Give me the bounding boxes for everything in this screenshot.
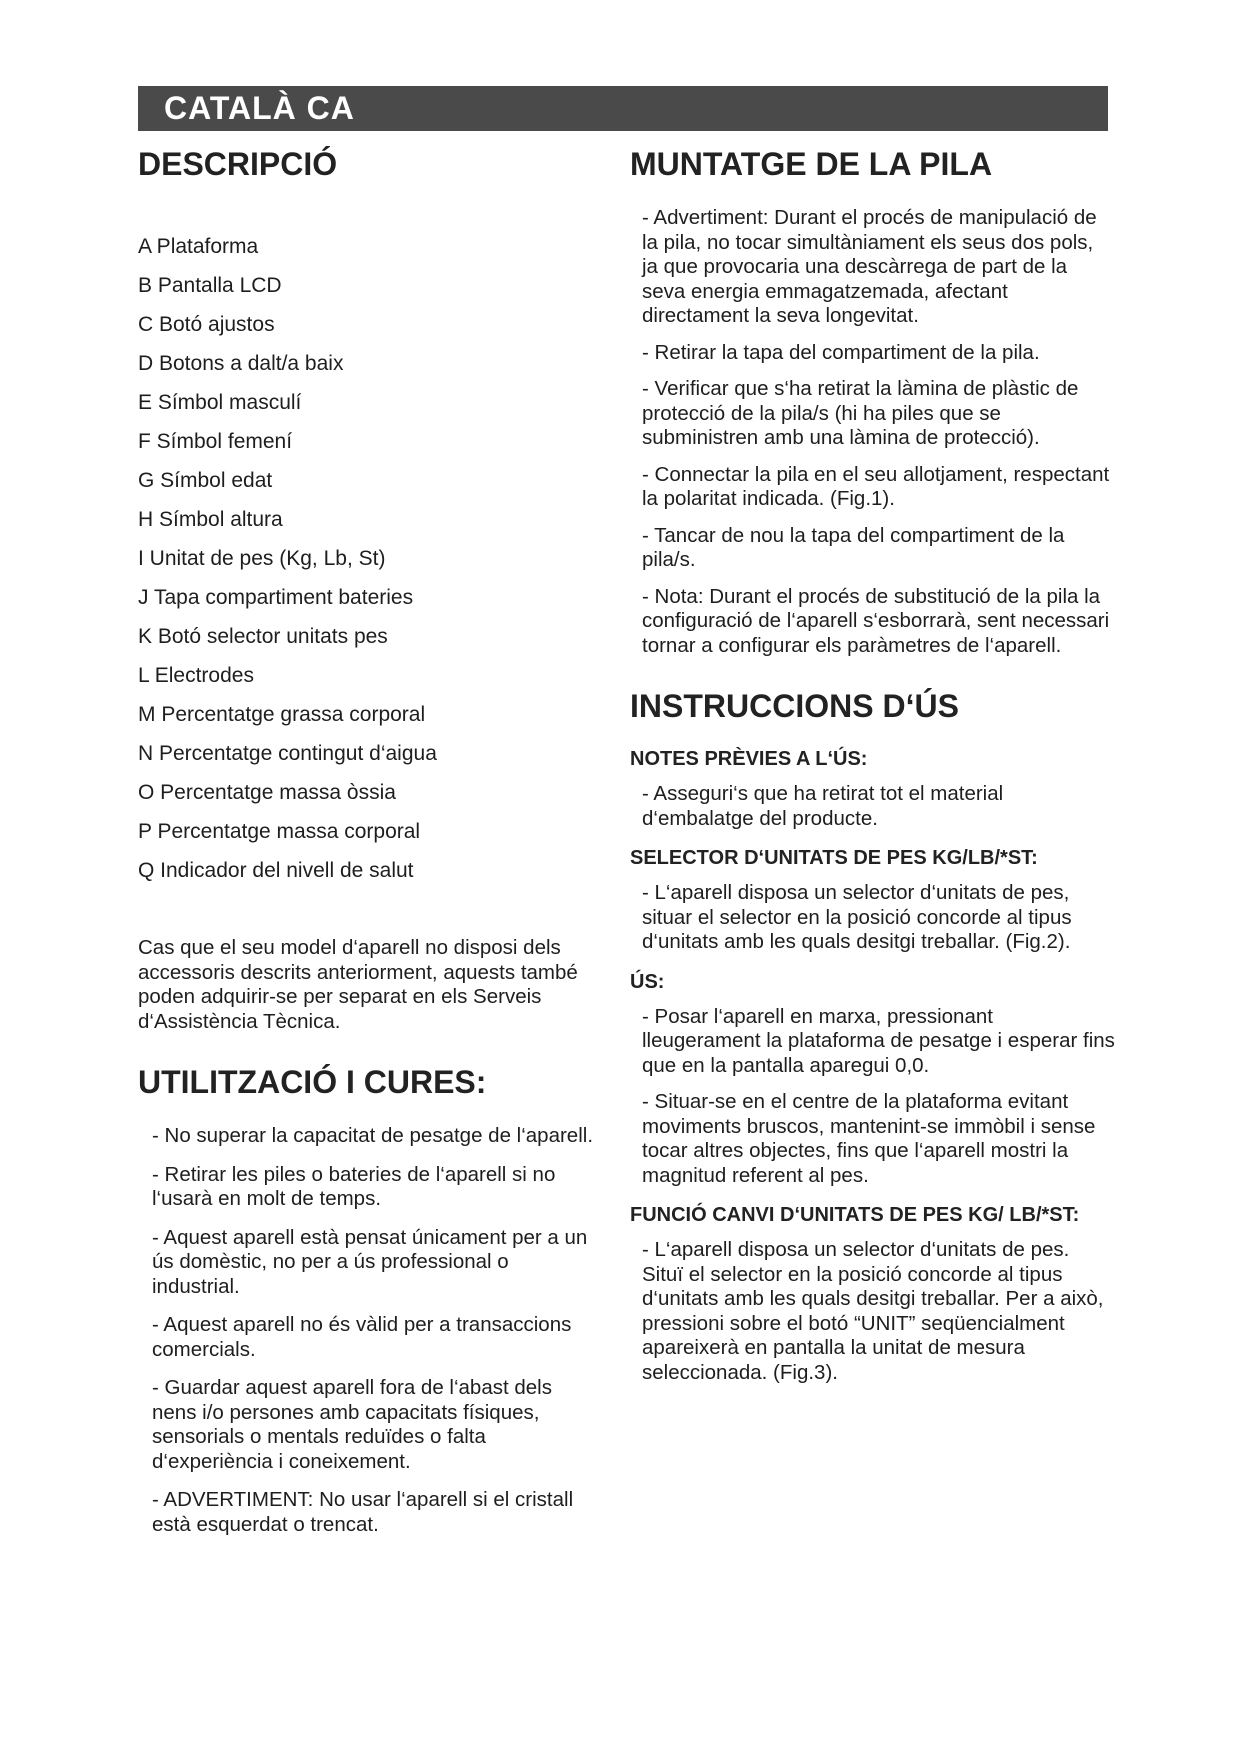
list-item: - No superar la capacitat de pesatge de l‘aparell. xyxy=(152,1124,594,1147)
list-item: - Retirar les piles o bateries de l‘aparell si no l‘usarà en molt de temps. xyxy=(152,1162,556,1210)
accessories-note: Cas que el seu model d‘aparell no disposi dels accessoris descrits anteriorment, aquests també poden adquirir-se per separat en els Serveis d‘Assistència Tècnica. xyxy=(138,936,578,1033)
list-item: - Aquest aparell no és vàlid per a transaccions comercials. xyxy=(152,1313,572,1361)
notes-subtitle: NOTES PRÈVIES A L‘ÚS: xyxy=(630,748,868,770)
list-item: - Connectar la pila en el seu allotjament, respectant la polaritat indicada. (Fig.1). xyxy=(642,462,1110,510)
utilitzacio-list xyxy=(138,1124,598,1537)
list-item: - Tancar de nou la tapa del compartiment de la pila/s. xyxy=(642,523,1065,571)
list-item: P Percentatge massa corporal xyxy=(138,820,421,843)
us-subtitle: ÚS: xyxy=(630,970,665,993)
list-item: - Retirar la tapa del compartiment de la pila. xyxy=(642,340,1040,364)
list-item: - Verificar que s‘ha retirat la làmina de plàstic de protecció de la pila/s (hi ha piles que se subministren amb una làmina de protecció). xyxy=(642,377,1079,449)
list-item: E Símbol masculí xyxy=(138,391,302,414)
list-item: - Posar l‘aparell en marxa, pressionant lleugerament la plataforma de pesatge i esperar fins que en la pantalla aparegui 0,0. xyxy=(642,1004,1115,1077)
list-item: Q Indicador del nivell de salut xyxy=(138,859,414,882)
utilitzacio-title: UTILITZACIÓ I CURES: xyxy=(138,1064,487,1100)
list-item: - Guardar aquest aparell fora de l‘abast dels nens i/o persones amb capacitats físiques, sensorials o mentals reduïdes o falta d‘experiència i coneixement. xyxy=(152,1376,552,1473)
descripcio-list xyxy=(138,234,608,884)
list-item: M Percentatge grassa corporal xyxy=(138,703,426,726)
instruccions-title: INSTRUCCIONS D‘ÚS xyxy=(630,688,959,724)
list-item: J Tapa compartiment bateries xyxy=(138,586,414,609)
list-item: A Plataforma xyxy=(138,235,259,258)
list-item: G Símbol edat xyxy=(138,469,273,492)
list-item: C Botó ajustos xyxy=(138,313,275,336)
list-item: - Nota: Durant el procés de substitució de la pila la configuració de l‘aparell s‘esborrarà, sent necessari tornar a configurar els paràmetres de l‘aparell. xyxy=(642,584,1110,657)
selector-subtitle: SELECTOR D‘UNITATS DE PES KG/LB/*ST: xyxy=(630,847,1038,869)
list-item: K Botó selector unitats pes xyxy=(138,625,388,648)
notes-item: - Asseguri‘s que ha retirat tot el material d‘embalatge del producte. xyxy=(642,782,1004,830)
descripcio-title: DESCRIPCIÓ xyxy=(138,146,338,182)
right-column xyxy=(630,142,1120,1397)
language-banner xyxy=(138,86,1108,131)
list-item: D Botons a dalt/a baix xyxy=(138,352,344,375)
list-item: I Unitat de pes (Kg, Lb, St) xyxy=(138,547,386,570)
language-label: CATALÀ CA xyxy=(164,90,355,126)
list-item: - Aquest aparell està pensat únicament per a un ús domèstic, no per a ús professional o industrial. xyxy=(152,1225,588,1298)
funcio-subtitle: FUNCIÓ CANVI D‘UNITATS DE PES KG/ LB/*ST: xyxy=(630,1204,1080,1226)
muntatge-list xyxy=(630,206,1110,658)
list-item: H Símbol altura xyxy=(138,508,283,531)
list-item: - Situar-se en el centre de la plataforma evitant moviments bruscos, mantenint-se immòbil i sense tocar altres objectes, fins que l‘aparell mostri la magnitud referent al pes. xyxy=(642,1090,1096,1187)
list-item: - Advertiment: Durant el procés de manipulació de la pila, no tocar simultàniament els seus dos pols, ja que provocaria una descàrrega de part de la seva energia emmagatzemada, afectant directament la seva longevitat. xyxy=(642,206,1097,327)
list-item: - ADVERTIMENT: No usar l‘aparell si el cristall està esquerdat o trencat. xyxy=(152,1488,574,1536)
list-item: B Pantalla LCD xyxy=(138,274,282,297)
list-item: O Percentatge massa òssia xyxy=(138,781,396,804)
list-item: F Símbol femení xyxy=(138,430,293,453)
us-list xyxy=(630,1005,1115,1189)
list-item: L Electrodes xyxy=(138,664,254,687)
muntatge-title: MUNTATGE DE LA PILA xyxy=(630,146,993,182)
funcio-item: - L‘aparell disposa un selector d‘unitats de pes. Situï el selector en la posició concorde al tipus d‘unitats amb les quals desitgi treballar. Per a això, pressioni sobre el botó “UNIT” seqüencialment apareixerà en pantalla la unitat de mesura seleccionada. (Fig.3). xyxy=(642,1238,1104,1384)
selector-item: - L‘aparell disposa un selector d‘unitats de pes, situar el selector en la posició concorde al tipus d‘unitats amb les quals desitgi treballar. (Fig.2). xyxy=(642,881,1072,953)
left-column xyxy=(138,142,608,1551)
list-item: N Percentatge contingut d‘aigua xyxy=(138,742,437,765)
